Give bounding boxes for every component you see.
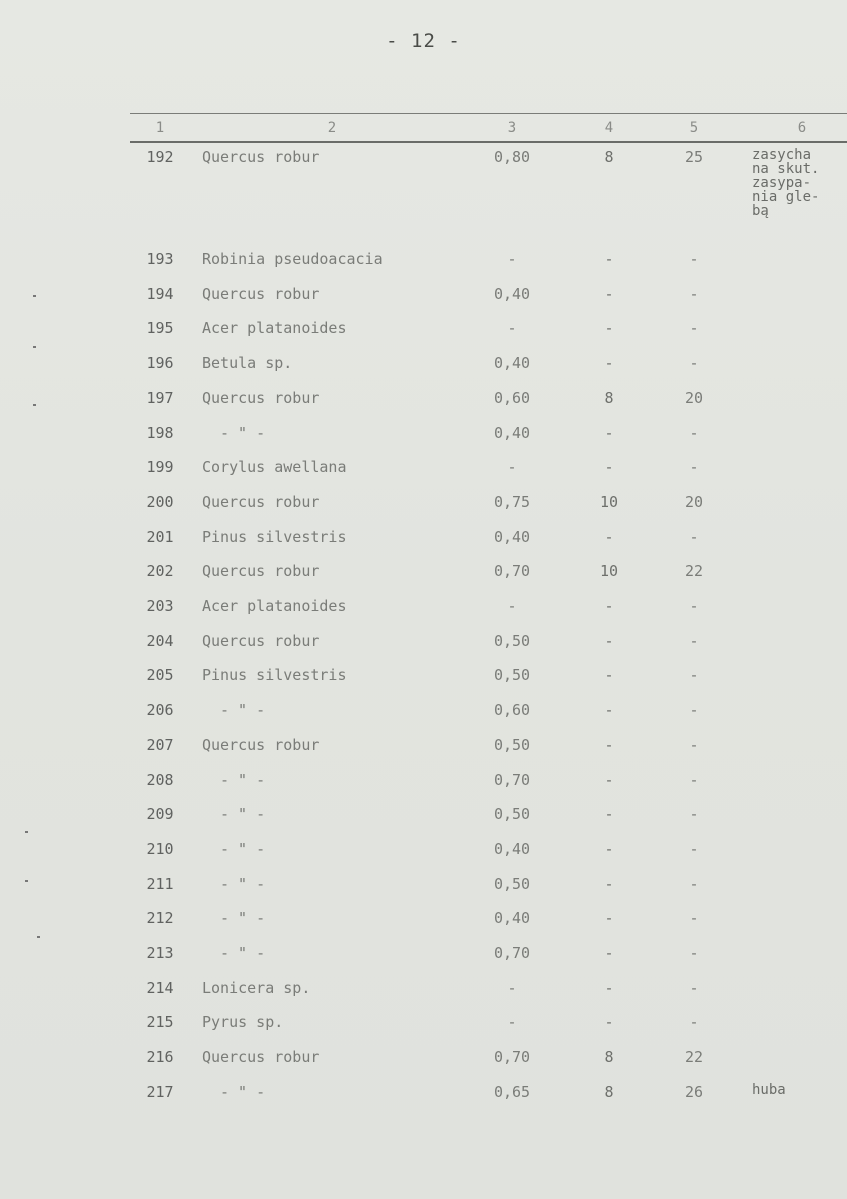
value-col5: 20 xyxy=(684,388,704,407)
table-row xyxy=(0,250,847,280)
value-col4: 8 xyxy=(604,388,614,407)
value-col5: 25 xyxy=(684,148,704,166)
table-row xyxy=(0,389,847,419)
species-name: Quercus robur xyxy=(202,562,320,581)
value-col5: - xyxy=(689,770,699,789)
value-col3: - xyxy=(507,319,517,338)
value-col3: 0,50 xyxy=(493,805,531,824)
table-row xyxy=(0,840,847,870)
value-col4: - xyxy=(604,458,614,477)
value-col4: - xyxy=(604,839,614,858)
value-col4: 10 xyxy=(599,562,619,581)
margin-mark xyxy=(33,295,36,297)
value-col4: - xyxy=(604,770,614,789)
value-col5: - xyxy=(689,423,699,442)
value-col4: - xyxy=(604,631,614,650)
value-col3: 0,40 xyxy=(493,284,531,303)
value-col5: - xyxy=(689,805,699,824)
row-number: 203 xyxy=(146,597,174,615)
table-row xyxy=(0,424,847,454)
value-col5: - xyxy=(689,527,699,546)
column-header-4: 4 xyxy=(604,120,614,136)
species-name: Betula sp. xyxy=(202,354,293,373)
species-name: Lonicera sp. xyxy=(202,978,311,997)
row-number: 200 xyxy=(146,492,174,511)
species-name: Pinus silvestris xyxy=(202,527,347,546)
value-col3: 0,40 xyxy=(493,527,531,546)
row-number: 210 xyxy=(146,839,174,858)
table-row xyxy=(0,285,847,315)
value-col3: 0,70 xyxy=(493,562,531,581)
value-col3: 0,50 xyxy=(493,631,531,650)
row-number: 194 xyxy=(146,284,174,303)
value-col3: 0,50 xyxy=(493,874,531,893)
value-col3: 0,50 xyxy=(493,666,531,685)
row-number: 196 xyxy=(146,354,174,373)
species-name: Pyrus sp. xyxy=(202,1013,284,1032)
value-col5: 20 xyxy=(684,492,704,511)
species-name: - " - xyxy=(220,770,266,789)
remark: zasycha na skut. zasypa- nia gle- bą xyxy=(752,147,820,219)
table-row xyxy=(0,736,847,766)
value-col5: 22 xyxy=(684,1048,704,1067)
value-col4: - xyxy=(604,250,614,268)
row-number: 197 xyxy=(146,388,174,407)
value-col4: - xyxy=(604,354,614,373)
species-name: Quercus robur xyxy=(202,492,320,511)
species-name: - " - xyxy=(220,805,266,824)
value-col5: - xyxy=(689,1013,699,1032)
table-row xyxy=(0,632,847,662)
row-number: 205 xyxy=(146,666,174,685)
species-name: Acer platanoides xyxy=(202,319,347,338)
table-row xyxy=(0,979,847,1009)
value-col4: 8 xyxy=(604,148,614,166)
value-col4: - xyxy=(604,944,614,962)
value-col4: - xyxy=(604,735,614,754)
table-row xyxy=(0,805,847,835)
species-name: Pinus silvestris xyxy=(202,666,347,685)
species-name: Quercus robur xyxy=(202,631,320,650)
value-col4: - xyxy=(604,597,614,615)
table-row xyxy=(0,562,847,592)
table-row xyxy=(0,1013,847,1043)
remark: huba xyxy=(752,1081,786,1098)
value-col4: - xyxy=(604,978,614,997)
table-row xyxy=(0,666,847,696)
table-row xyxy=(0,771,847,801)
species-name: Quercus robur xyxy=(202,1048,320,1067)
value-col3: 0,40 xyxy=(493,354,531,373)
column-header-1: 1 xyxy=(155,120,165,136)
table-row xyxy=(0,528,847,558)
value-col4: 10 xyxy=(599,492,619,511)
row-number: 215 xyxy=(146,1013,174,1032)
value-col5: - xyxy=(689,597,699,615)
species-name: Quercus robur xyxy=(202,388,320,407)
value-col5: - xyxy=(689,666,699,685)
value-col5: - xyxy=(689,250,699,268)
table-row xyxy=(0,597,847,627)
species-name: Corylus awellana xyxy=(202,458,347,477)
table-top-rule xyxy=(130,113,847,114)
value-col4: - xyxy=(604,1013,614,1032)
value-col4: - xyxy=(604,909,614,928)
value-col5: - xyxy=(689,874,699,893)
row-number: 211 xyxy=(146,874,174,893)
value-col3: 0,70 xyxy=(493,770,531,789)
value-col3: 0,40 xyxy=(493,839,531,858)
table-row xyxy=(0,701,847,731)
table-row xyxy=(0,1048,847,1078)
value-col4: - xyxy=(604,319,614,338)
column-header-6: 6 xyxy=(797,120,807,136)
value-col3: 0,65 xyxy=(493,1082,531,1101)
value-col4: 8 xyxy=(604,1048,614,1067)
value-col3: - xyxy=(507,978,517,997)
value-col3: 0,70 xyxy=(493,1048,531,1067)
species-name: Quercus robur xyxy=(202,284,320,303)
species-name: Quercus robur xyxy=(202,735,320,754)
table-row xyxy=(0,909,847,939)
value-col5: - xyxy=(689,701,699,720)
value-col4: 8 xyxy=(604,1082,614,1101)
value-col4: - xyxy=(604,701,614,720)
value-col3: 0,60 xyxy=(493,388,531,407)
value-col4: - xyxy=(604,666,614,685)
species-name: - " - xyxy=(220,701,266,720)
row-number: 204 xyxy=(146,631,174,650)
column-header-2: 2 xyxy=(327,120,337,136)
row-number: 213 xyxy=(146,944,174,962)
value-col3: 0,40 xyxy=(493,423,531,442)
row-number: 192 xyxy=(146,148,174,166)
margin-mark xyxy=(25,831,28,833)
value-col3: 0,75 xyxy=(493,492,531,511)
page-number: - 12 - xyxy=(386,30,461,52)
row-number: 216 xyxy=(146,1048,174,1067)
value-col3: - xyxy=(507,1013,517,1032)
margin-mark xyxy=(33,404,36,406)
value-col5: - xyxy=(689,978,699,997)
row-number: 217 xyxy=(146,1082,174,1101)
table-row xyxy=(0,147,847,219)
row-number: 198 xyxy=(146,423,174,442)
value-col5: 26 xyxy=(684,1082,704,1101)
table-row xyxy=(0,354,847,384)
value-col4: - xyxy=(604,527,614,546)
table-row xyxy=(0,944,847,974)
species-name: - " - xyxy=(220,874,266,893)
row-number: 209 xyxy=(146,805,174,824)
value-col5: - xyxy=(689,284,699,303)
value-col5: - xyxy=(689,319,699,338)
table-row xyxy=(0,493,847,523)
row-number: 201 xyxy=(146,527,174,546)
value-col3: - xyxy=(507,458,517,477)
value-col4: - xyxy=(604,284,614,303)
species-name: Acer platanoides xyxy=(202,597,347,615)
table-row xyxy=(0,458,847,488)
value-col3: 0,50 xyxy=(493,735,531,754)
row-number: 195 xyxy=(146,319,174,338)
column-header-5: 5 xyxy=(689,120,699,136)
species-name: Robinia pseudoacacia xyxy=(202,250,383,268)
column-header-3: 3 xyxy=(507,120,517,136)
value-col3: 0,70 xyxy=(493,944,531,962)
value-col4: - xyxy=(604,805,614,824)
value-col4: - xyxy=(604,874,614,893)
table-row xyxy=(0,319,847,349)
species-name: - " - xyxy=(220,1082,266,1101)
margin-mark xyxy=(33,346,36,348)
row-number: 202 xyxy=(146,562,174,581)
value-col5: - xyxy=(689,944,699,962)
value-col5: - xyxy=(689,839,699,858)
table-row xyxy=(0,1083,847,1113)
value-col3: - xyxy=(507,597,517,615)
row-number: 206 xyxy=(146,701,174,720)
value-col3: - xyxy=(507,250,517,268)
value-col5: - xyxy=(689,909,699,928)
margin-mark xyxy=(25,880,28,882)
value-col5: - xyxy=(689,735,699,754)
species-name: - " - xyxy=(220,944,266,962)
species-name: - " - xyxy=(220,839,266,858)
species-name: - " - xyxy=(220,423,266,442)
value-col5: - xyxy=(689,354,699,373)
value-col5: 22 xyxy=(684,562,704,581)
row-number: 193 xyxy=(146,250,174,268)
row-number: 208 xyxy=(146,770,174,789)
row-number: 207 xyxy=(146,735,174,754)
row-number: 214 xyxy=(146,978,174,997)
table-row xyxy=(0,875,847,905)
value-col3: 0,80 xyxy=(493,148,531,166)
species-name: - " - xyxy=(220,909,266,928)
row-number: 199 xyxy=(146,458,174,477)
margin-mark xyxy=(37,936,40,938)
row-number: 212 xyxy=(146,909,174,928)
value-col5: - xyxy=(689,458,699,477)
species-name: Quercus robur xyxy=(202,148,320,166)
value-col3: 0,60 xyxy=(493,701,531,720)
value-col5: - xyxy=(689,631,699,650)
value-col3: 0,40 xyxy=(493,909,531,928)
table-header-rule xyxy=(130,141,847,143)
value-col4: - xyxy=(604,423,614,442)
